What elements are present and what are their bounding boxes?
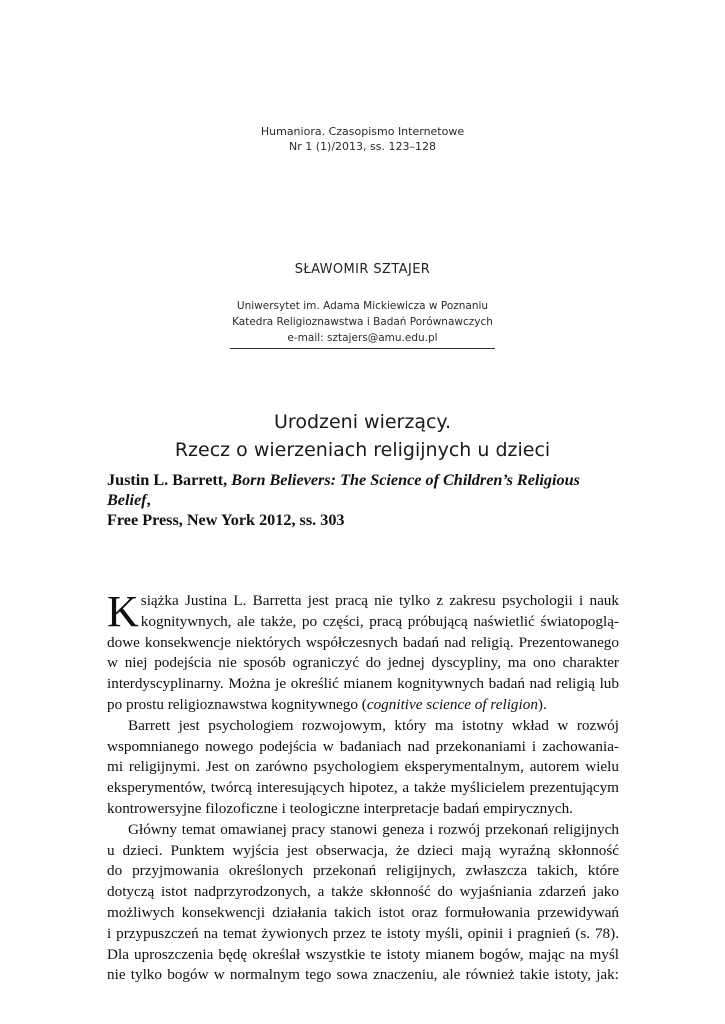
drop-cap: K <box>107 587 139 636</box>
paragraph-3 <box>107 820 619 986</box>
book-author: Justin L. Barrett, <box>107 471 228 489</box>
affiliation-department: Katedra Religioznawstwa i Badań Porównawczych <box>232 316 493 328</box>
article-title <box>0 408 725 464</box>
text-line: możliwych konsekwencji działania takich istot oraz formułowania przewidywań <box>107 903 619 921</box>
paragraph-1 <box>107 587 619 716</box>
reviewed-book-citation <box>107 470 622 530</box>
text-line: mi religijnymi. Jest on zarówno psychologiem eksperymentalnym, autorem wielu <box>107 758 619 776</box>
title-line-2: Rzecz o wierzeniach religijnych u dzieci <box>174 439 551 461</box>
text-line: kontrowersyjne filozoficzne i teologiczne interpretacje badań empirycznych. <box>107 799 573 817</box>
text-line: kognitywnych, ale także, po części, pracą próbującą naświetlić światopoglą- <box>140 612 619 630</box>
author-email: e-mail: sztajers@amu.edu.pl <box>287 332 438 344</box>
citation-comma: , <box>146 491 151 509</box>
text-line: siążka Justina L. Barretta jest pracą nie tylko z zakresu psychologii i nauk <box>140 592 619 609</box>
text-segment: po prostu religioznawstwa kognitywnego ( <box>107 695 367 713</box>
text-line <box>107 695 619 716</box>
affiliation-divider <box>230 348 495 349</box>
title-line-1: Urodzeni wierzący. <box>274 411 451 433</box>
text-line: eksperymentów, twórcą interesujących hipotez, a także myślicielem prezentującym <box>107 779 619 797</box>
author-name: SŁAWOMIR SZTAJER <box>294 262 431 277</box>
italic-term: cognitive science of religion <box>366 695 538 713</box>
journal-issue: Nr 1 (1)/2013, ss. 123–128 <box>289 140 436 153</box>
text-line: wspomnianego nowego podejścia w badaniach nad przekonaniami i zachowania- <box>107 737 619 755</box>
affiliation-university: Uniwersytet im. Adama Mickiewicza w Poznaniu <box>236 300 489 312</box>
journal-name: Humaniora. Czasopismo Internetowe <box>260 125 465 138</box>
text-line: dotyczą istot nadprzyrodzonych, a także skłonność do wyjaśniania zdarzeń jako <box>107 883 619 901</box>
text-line: u dzieci. Punktem wyjścia jest obserwacja, że dzieci mają wyraźną skłonność <box>107 841 619 859</box>
text-line: Barrett jest psychologiem rozwojowym, który ma istotny wkład w rozwój <box>128 716 619 734</box>
text-line: Dla uproszczenia będę określał wszystkie te istoty mianem bogów, mając na myśl <box>107 945 619 963</box>
journal-header <box>0 124 725 154</box>
paragraph-2 <box>107 716 619 820</box>
text-line: w niej podejścia nie sposób ograniczyć do jednej dyscypliny, ma ono charakter <box>107 654 619 672</box>
text-line: dowe konsekwencje niektórych współczesnych badań nad religią. Prezentowanego <box>107 633 619 651</box>
author-affiliation <box>0 298 725 346</box>
text-line: nie tylko bogów w normalnym tego sowa znaczeniu, ale również takie istoty, jak: <box>107 966 619 984</box>
text-line: do przyjmowania określonych przekonań religijnych, zwłaszcza takich, które <box>107 862 619 880</box>
text-line: i przypuszczeń na temat żywionych przez te istoty myśli, opinii i pragnień (s. 78). <box>107 924 619 942</box>
article-body <box>107 587 619 986</box>
book-publisher: Free Press, New York 2012, ss. 303 <box>107 511 345 529</box>
book-title: Born Believers: The Science of Children’s Religious Belief <box>107 471 580 509</box>
text-line: interdyscyplinarny. Można je określić mianem kognitywnych badań nad religią lub <box>107 675 619 693</box>
text-line: Główny temat omawianej pracy stanowi geneza i rozwój przekonań religijnych <box>128 820 619 838</box>
text-segment: ). <box>537 695 547 713</box>
